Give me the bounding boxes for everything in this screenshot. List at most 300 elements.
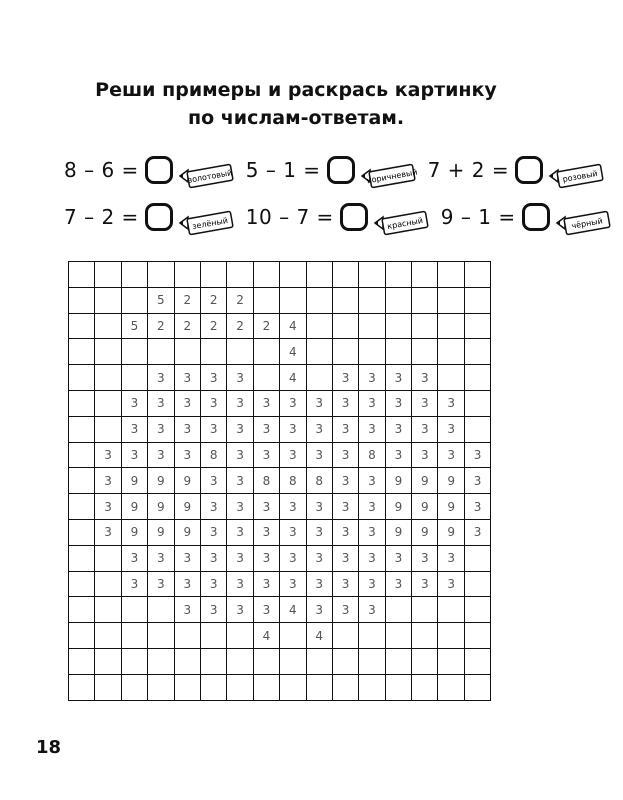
grid-cell[interactable]: 3 — [306, 571, 332, 597]
grid-cell[interactable]: 3 — [464, 494, 490, 520]
grid-cell[interactable] — [148, 339, 174, 365]
grid-cell[interactable]: 3 — [253, 519, 279, 545]
grid-cell[interactable] — [253, 339, 279, 365]
grid-cell[interactable] — [412, 597, 438, 623]
grid-cell[interactable]: 3 — [385, 390, 411, 416]
grid-cell[interactable] — [95, 262, 121, 288]
grid-cell[interactable]: 3 — [253, 597, 279, 623]
grid-cell[interactable]: 3 — [148, 390, 174, 416]
grid-cell[interactable]: 3 — [174, 545, 200, 571]
grid-cell[interactable]: 9 — [412, 494, 438, 520]
grid-cell[interactable]: 3 — [280, 494, 306, 520]
grid-cell[interactable]: 2 — [253, 313, 279, 339]
grid-cell[interactable] — [412, 623, 438, 649]
grid-cell[interactable]: 3 — [332, 571, 358, 597]
grid-cell[interactable]: 3 — [438, 571, 464, 597]
grid-cell[interactable]: 3 — [253, 494, 279, 520]
grid-cell[interactable]: 3 — [332, 597, 358, 623]
grid-cell[interactable] — [385, 674, 411, 700]
grid-cell[interactable]: 4 — [306, 623, 332, 649]
grid-cell[interactable]: 3 — [148, 442, 174, 468]
grid-cell[interactable] — [69, 339, 95, 365]
title-line-1: Реши примеры и раскрась картинку — [95, 79, 497, 101]
grid-cell[interactable]: 3 — [306, 416, 332, 442]
grid-cell[interactable] — [412, 339, 438, 365]
grid-cell[interactable]: 3 — [200, 545, 226, 571]
grid-cell[interactable]: 2 — [200, 313, 226, 339]
grid-cell[interactable]: 4 — [280, 313, 306, 339]
grid-cell[interactable]: 3 — [412, 571, 438, 597]
grid-cell[interactable] — [121, 597, 147, 623]
grid-cell[interactable] — [69, 442, 95, 468]
grid-cell[interactable] — [306, 339, 332, 365]
grid-cell[interactable]: 3 — [332, 468, 358, 494]
grid-cell[interactable] — [359, 674, 385, 700]
crayon-icon — [358, 156, 422, 184]
grid-cell[interactable] — [227, 339, 253, 365]
crayon-label: коричневый — [365, 167, 418, 186]
grid-cell[interactable]: 3 — [148, 545, 174, 571]
grid-cell[interactable] — [200, 262, 226, 288]
grid-cell[interactable]: 9 — [148, 468, 174, 494]
grid-cell[interactable]: 3 — [174, 416, 200, 442]
grid-cell[interactable]: 3 — [200, 571, 226, 597]
grid-cell[interactable]: 3 — [306, 494, 332, 520]
grid-cell[interactable]: 3 — [385, 571, 411, 597]
grid-cell[interactable]: 2 — [227, 313, 253, 339]
grid-cell[interactable] — [359, 262, 385, 288]
grid-cell[interactable]: 3 — [121, 416, 147, 442]
grid-cell[interactable] — [385, 597, 411, 623]
grid-cell[interactable] — [69, 262, 95, 288]
grid-cell[interactable] — [253, 287, 279, 313]
grid-cell[interactable]: 3 — [359, 597, 385, 623]
grid-cell[interactable] — [121, 339, 147, 365]
grid-cell[interactable] — [69, 416, 95, 442]
grid-cell[interactable]: 3 — [306, 545, 332, 571]
grid-cell[interactable] — [464, 339, 490, 365]
grid-cell[interactable] — [227, 648, 253, 674]
grid-cell[interactable]: 3 — [95, 519, 121, 545]
grid-cell[interactable] — [385, 313, 411, 339]
grid-cell[interactable]: 2 — [148, 313, 174, 339]
grid-cell[interactable] — [464, 313, 490, 339]
grid-cell[interactable] — [438, 597, 464, 623]
grid-cell[interactable] — [359, 339, 385, 365]
grid-cell[interactable] — [95, 597, 121, 623]
grid-cell[interactable]: 9 — [174, 519, 200, 545]
grid-cell[interactable]: 9 — [174, 468, 200, 494]
grid-cell[interactable] — [464, 597, 490, 623]
grid-cell[interactable]: 3 — [464, 468, 490, 494]
grid-cell[interactable]: 5 — [121, 313, 147, 339]
grid-cell[interactable]: 3 — [359, 365, 385, 391]
grid-cell[interactable]: 3 — [174, 571, 200, 597]
grid-cell[interactable]: 3 — [306, 442, 332, 468]
grid-cell[interactable]: 8 — [359, 442, 385, 468]
grid-cell[interactable]: 3 — [385, 545, 411, 571]
crayon-icon — [371, 203, 435, 231]
grid-cell[interactable] — [464, 287, 490, 313]
grid-row — [69, 571, 491, 597]
grid-cell[interactable]: 3 — [148, 571, 174, 597]
crayon-icon — [546, 156, 610, 184]
grid-cell[interactable] — [280, 287, 306, 313]
grid-cell[interactable]: 3 — [200, 468, 226, 494]
grid-cell[interactable]: 3 — [253, 442, 279, 468]
grid-cell[interactable] — [174, 674, 200, 700]
grid-row — [69, 262, 491, 288]
grid-cell[interactable] — [227, 674, 253, 700]
grid-cell[interactable]: 3 — [227, 597, 253, 623]
grid-row — [69, 365, 491, 391]
grid-cell[interactable]: 3 — [174, 597, 200, 623]
grid-cell[interactable]: 3 — [464, 442, 490, 468]
grid-cell[interactable]: 3 — [227, 442, 253, 468]
grid-cell[interactable] — [121, 648, 147, 674]
grid-cell[interactable]: 3 — [95, 494, 121, 520]
grid-cell[interactable]: 3 — [121, 545, 147, 571]
grid-cell[interactable]: 3 — [359, 416, 385, 442]
grid-cell[interactable]: 9 — [412, 519, 438, 545]
grid-cell[interactable] — [95, 623, 121, 649]
grid-cell[interactable]: 3 — [95, 442, 121, 468]
grid-row — [69, 339, 491, 365]
grid-cell[interactable]: 5 — [148, 287, 174, 313]
grid-cell[interactable]: 3 — [174, 365, 200, 391]
grid-cell[interactable]: 9 — [412, 468, 438, 494]
grid-cell[interactable]: 2 — [174, 287, 200, 313]
grid-cell[interactable] — [148, 597, 174, 623]
grid-cell[interactable] — [121, 674, 147, 700]
grid-cell[interactable] — [332, 262, 358, 288]
grid-cell[interactable]: 3 — [359, 468, 385, 494]
grid-cell[interactable] — [227, 623, 253, 649]
grid-cell[interactable] — [306, 287, 332, 313]
equation-4 — [64, 203, 240, 231]
grid-row — [69, 494, 491, 520]
grid-cell[interactable] — [332, 648, 358, 674]
grid-cell[interactable]: 3 — [121, 442, 147, 468]
answer-box[interactable] — [145, 156, 173, 184]
answer-box[interactable] — [515, 156, 543, 184]
grid-cell[interactable] — [69, 390, 95, 416]
grid-cell[interactable] — [385, 648, 411, 674]
answer-box[interactable] — [340, 203, 368, 231]
grid-cell[interactable] — [438, 313, 464, 339]
grid-cell[interactable] — [121, 262, 147, 288]
grid-row — [69, 545, 491, 571]
grid-cell[interactable]: 9 — [174, 494, 200, 520]
grid-cell[interactable]: 3 — [280, 519, 306, 545]
grid-cell[interactable]: 3 — [253, 416, 279, 442]
grid-cell[interactable]: 3 — [227, 416, 253, 442]
grid-cell[interactable]: 3 — [200, 365, 226, 391]
grid-cell[interactable]: 9 — [438, 468, 464, 494]
equation-row-2 — [64, 197, 623, 237]
grid-cell[interactable] — [464, 390, 490, 416]
grid-cell[interactable] — [69, 571, 95, 597]
grid-cell[interactable] — [253, 262, 279, 288]
grid-cell[interactable] — [174, 339, 200, 365]
grid-cell[interactable] — [95, 416, 121, 442]
grid-cell[interactable] — [200, 339, 226, 365]
grid-cell[interactable] — [385, 287, 411, 313]
grid-cell[interactable]: 9 — [121, 494, 147, 520]
grid-cell[interactable]: 8 — [280, 468, 306, 494]
grid-cell[interactable] — [95, 339, 121, 365]
grid-cell[interactable]: 3 — [385, 442, 411, 468]
grid-cell[interactable]: 3 — [227, 468, 253, 494]
grid-cell[interactable] — [227, 262, 253, 288]
grid-cell[interactable]: 3 — [200, 390, 226, 416]
grid-cell[interactable] — [253, 674, 279, 700]
grid-cell[interactable] — [253, 648, 279, 674]
grid-cell[interactable]: 3 — [306, 519, 332, 545]
grid-cell[interactable]: 2 — [227, 287, 253, 313]
grid-cell[interactable] — [464, 416, 490, 442]
coloring-grid — [68, 261, 491, 701]
grid-cell[interactable]: 3 — [280, 545, 306, 571]
grid-cell[interactable] — [69, 519, 95, 545]
grid-cell[interactable]: 3 — [200, 519, 226, 545]
grid-cell[interactable]: 3 — [332, 442, 358, 468]
grid-cell[interactable] — [69, 545, 95, 571]
grid-cell[interactable] — [174, 648, 200, 674]
grid-cell[interactable]: 3 — [280, 390, 306, 416]
grid-cell[interactable]: 3 — [438, 416, 464, 442]
grid-cell[interactable] — [438, 674, 464, 700]
grid-cell[interactable] — [438, 623, 464, 649]
grid-cell[interactable]: 3 — [174, 442, 200, 468]
grid-cell[interactable]: 3 — [438, 442, 464, 468]
grid-cell[interactable] — [438, 339, 464, 365]
equation-expression: 10 – 7 = — [245, 205, 334, 229]
grid-cell[interactable] — [95, 648, 121, 674]
grid-cell[interactable]: 3 — [332, 390, 358, 416]
grid-cell[interactable] — [464, 674, 490, 700]
grid-cell[interactable]: 2 — [200, 287, 226, 313]
grid-cell[interactable]: 8 — [306, 468, 332, 494]
grid-cell[interactable]: 3 — [227, 545, 253, 571]
grid-cell[interactable]: 3 — [438, 545, 464, 571]
grid-cell[interactable] — [332, 339, 358, 365]
grid-cell[interactable] — [464, 262, 490, 288]
grid-cell[interactable] — [464, 365, 490, 391]
grid-cell[interactable]: 3 — [359, 494, 385, 520]
grid-cell[interactable]: 3 — [359, 519, 385, 545]
grid-cell[interactable]: 3 — [385, 365, 411, 391]
grid-cell[interactable] — [412, 313, 438, 339]
grid-cell[interactable] — [95, 287, 121, 313]
grid-cell[interactable] — [332, 287, 358, 313]
grid-cell[interactable] — [280, 674, 306, 700]
grid-cell[interactable] — [200, 648, 226, 674]
equation-5 — [246, 203, 435, 231]
answer-box[interactable] — [522, 203, 550, 231]
grid-cell[interactable]: 3 — [385, 416, 411, 442]
grid-cell[interactable]: 3 — [464, 519, 490, 545]
grid-cell[interactable] — [385, 339, 411, 365]
grid-cell[interactable] — [306, 262, 332, 288]
grid-cell[interactable] — [359, 313, 385, 339]
grid-cell[interactable] — [438, 262, 464, 288]
grid-cell[interactable] — [306, 648, 332, 674]
grid-cell[interactable] — [69, 494, 95, 520]
grid-cell[interactable]: 3 — [412, 365, 438, 391]
grid-cell[interactable] — [69, 468, 95, 494]
grid-cell[interactable] — [464, 545, 490, 571]
grid-cell[interactable] — [332, 674, 358, 700]
grid-cell[interactable]: 3 — [332, 365, 358, 391]
grid-cell[interactable] — [464, 571, 490, 597]
grid-cell[interactable]: 3 — [280, 571, 306, 597]
grid-cell[interactable]: 9 — [385, 468, 411, 494]
grid-cell[interactable]: 9 — [438, 494, 464, 520]
grid-cell[interactable] — [412, 648, 438, 674]
grid-cell[interactable] — [332, 313, 358, 339]
grid-cell[interactable] — [69, 674, 95, 700]
answer-box[interactable] — [327, 156, 355, 184]
grid-cell[interactable]: 3 — [121, 390, 147, 416]
grid-cell[interactable]: 3 — [412, 390, 438, 416]
grid-cell[interactable]: 9 — [385, 494, 411, 520]
grid-cell[interactable] — [148, 262, 174, 288]
grid-cell[interactable]: 9 — [121, 468, 147, 494]
grid-cell[interactable] — [174, 262, 200, 288]
equation-expression: 7 + 2 = — [427, 158, 510, 182]
page-number: 18 — [36, 737, 62, 758]
grid-cell[interactable] — [121, 287, 147, 313]
grid-cell[interactable]: 9 — [438, 519, 464, 545]
grid-cell[interactable] — [359, 648, 385, 674]
grid-cell[interactable]: 8 — [253, 468, 279, 494]
grid-cell[interactable] — [438, 648, 464, 674]
grid-cell[interactable]: 3 — [227, 571, 253, 597]
grid-cell[interactable]: 3 — [306, 390, 332, 416]
grid-cell[interactable] — [464, 648, 490, 674]
grid-cell[interactable] — [412, 262, 438, 288]
grid-cell[interactable]: 3 — [412, 545, 438, 571]
grid-cell[interactable]: 8 — [200, 442, 226, 468]
grid-cell[interactable]: 3 — [95, 468, 121, 494]
grid-cell[interactable] — [148, 623, 174, 649]
grid-cell[interactable] — [95, 390, 121, 416]
grid-cell[interactable] — [359, 287, 385, 313]
grid-cell[interactable]: 9 — [148, 519, 174, 545]
grid-cell[interactable] — [412, 674, 438, 700]
grid-cell[interactable]: 3 — [253, 571, 279, 597]
grid-cell[interactable]: 3 — [332, 519, 358, 545]
crayon-label: розовый — [562, 168, 599, 184]
grid-cell[interactable] — [412, 287, 438, 313]
grid-cell[interactable]: 3 — [412, 442, 438, 468]
grid-cell[interactable] — [385, 262, 411, 288]
grid-cell[interactable]: 3 — [227, 365, 253, 391]
grid-cell[interactable]: 4 — [280, 339, 306, 365]
grid-cell[interactable]: 3 — [438, 390, 464, 416]
grid-cell[interactable]: 3 — [280, 442, 306, 468]
grid-cell[interactable]: 3 — [200, 416, 226, 442]
grid-cell[interactable] — [95, 313, 121, 339]
grid-cell[interactable]: 3 — [227, 519, 253, 545]
grid-cell[interactable]: 3 — [227, 494, 253, 520]
grid-cell[interactable] — [69, 597, 95, 623]
grid-cell[interactable]: 3 — [332, 494, 358, 520]
grid-cell[interactable]: 9 — [148, 494, 174, 520]
grid-cell[interactable]: 9 — [385, 519, 411, 545]
page-title — [0, 76, 592, 132]
grid-cell[interactable]: 3 — [306, 597, 332, 623]
grid-cell[interactable]: 3 — [332, 416, 358, 442]
grid-cell[interactable]: 3 — [227, 390, 253, 416]
grid-cell[interactable]: 3 — [332, 545, 358, 571]
grid-cell[interactable] — [69, 287, 95, 313]
grid-cell[interactable] — [359, 623, 385, 649]
grid-cell[interactable] — [306, 365, 332, 391]
grid-cell[interactable] — [148, 674, 174, 700]
grid-cell[interactable]: 2 — [174, 313, 200, 339]
grid-cell[interactable] — [148, 648, 174, 674]
grid-cell[interactable] — [174, 623, 200, 649]
grid-cell[interactable] — [280, 623, 306, 649]
grid-cell[interactable] — [200, 674, 226, 700]
grid-cell[interactable]: 3 — [359, 545, 385, 571]
grid-cell[interactable]: 3 — [359, 571, 385, 597]
grid-cell[interactable] — [306, 313, 332, 339]
grid-cell[interactable]: 3 — [200, 494, 226, 520]
grid-cell[interactable] — [121, 365, 147, 391]
grid-cell[interactable]: 4 — [253, 623, 279, 649]
grid-cell[interactable] — [69, 648, 95, 674]
grid-cell[interactable] — [306, 674, 332, 700]
grid-cell[interactable]: 3 — [359, 390, 385, 416]
grid-cell[interactable]: 3 — [412, 416, 438, 442]
grid-cell[interactable]: 4 — [280, 365, 306, 391]
grid-cell[interactable]: 3 — [148, 365, 174, 391]
grid-cell[interactable] — [253, 365, 279, 391]
grid-cell[interactable] — [280, 648, 306, 674]
grid-cell[interactable] — [95, 674, 121, 700]
grid-cell[interactable] — [69, 623, 95, 649]
grid-cell[interactable] — [280, 262, 306, 288]
grid-cell[interactable] — [69, 365, 95, 391]
grid-cell[interactable] — [95, 365, 121, 391]
grid-cell[interactable] — [438, 365, 464, 391]
grid-cell[interactable] — [332, 623, 358, 649]
grid-cell[interactable] — [438, 287, 464, 313]
grid-cell[interactable] — [95, 571, 121, 597]
grid-cell[interactable]: 3 — [148, 416, 174, 442]
equation-2 — [246, 156, 422, 184]
grid-cell[interactable] — [121, 623, 147, 649]
grid-cell[interactable] — [200, 623, 226, 649]
grid-cell[interactable] — [69, 313, 95, 339]
answer-box[interactable] — [145, 203, 173, 231]
title-line-2: по числам-ответам. — [187, 107, 405, 129]
grid-cell[interactable]: 9 — [121, 519, 147, 545]
grid-cell[interactable] — [95, 545, 121, 571]
grid-cell[interactable]: 4 — [280, 597, 306, 623]
grid-cell[interactable]: 3 — [253, 390, 279, 416]
grid-cell[interactable] — [385, 623, 411, 649]
grid-cell[interactable]: 3 — [174, 390, 200, 416]
grid-cell[interactable]: 3 — [200, 597, 226, 623]
grid-cell[interactable]: 3 — [121, 571, 147, 597]
grid-cell[interactable]: 3 — [253, 545, 279, 571]
grid-cell[interactable] — [464, 623, 490, 649]
grid-cell[interactable]: 3 — [280, 416, 306, 442]
